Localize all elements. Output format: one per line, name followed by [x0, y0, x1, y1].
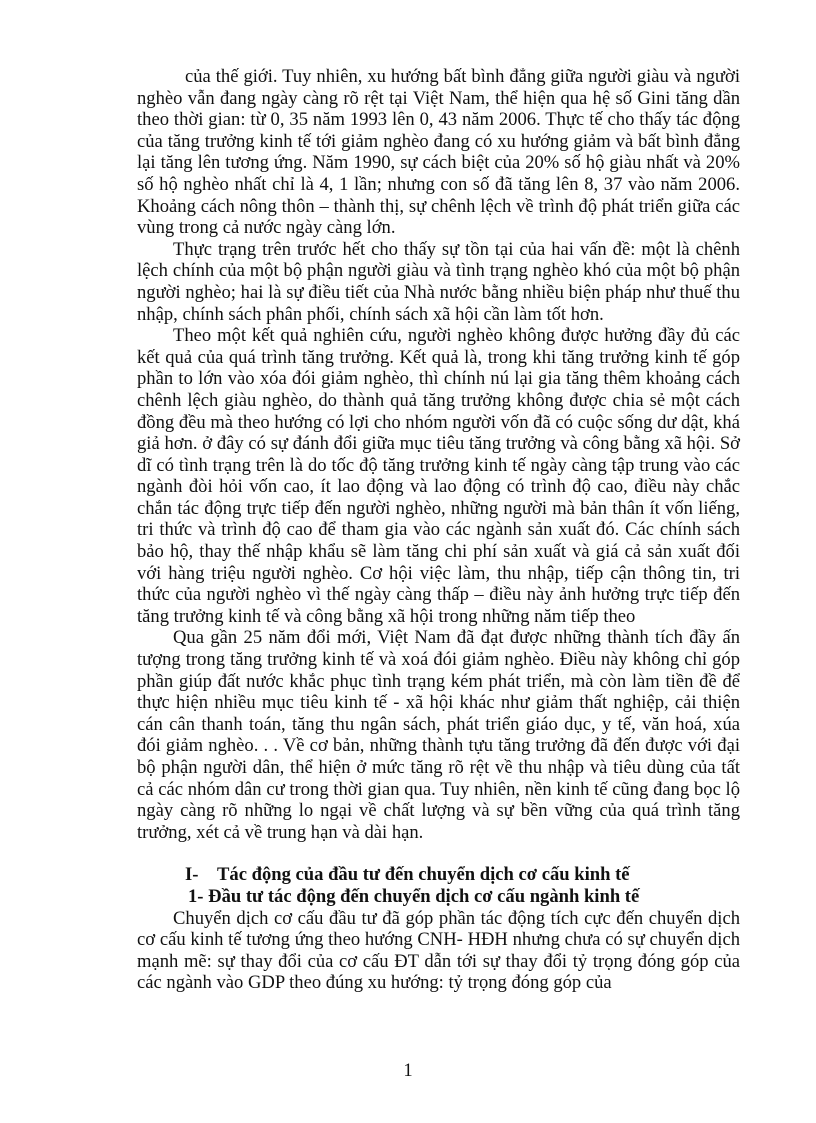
paragraph-research-result: Theo một kết quả nghiên cứu, người nghèo không được hưởng đầy đủ các kết quả của quá trình tăng trưởng. Kết quả là, trong khi tăng trưởng kinh tế góp phần to lớn vào xóa đói giảm nghèo, thì chính nú lại gia tăng thêm khoảng cách chênh lệch giàu nghèo, do thành quả tăng trưởng không được chia sẻ một cách đồng đều mà theo hướng có lợi cho nhóm người vốn đã có cuộc sống dư dật, khá giả hơn. ở đây có sự đánh đổi giữa mục tiêu tăng trưởng và công bằng xã hội. Sở dĩ có tình trạng trên là do tốc độ tăng trưởng kinh tế ngày càng tập trung vào các ngành đòi hỏi vốn cao, ít lao động và lao động có trình độ cao, điều này chắc chắn tác động trực tiếp đến người nghèo, những người mà bản thân ít vốn liếng, tri thức và trình độ cao để tham gia vào các ngành sản xuất đó. Các chính sách bảo hộ, thay thế nhập khẩu sẽ làm tăng chi phí sản xuất và giá cả sản xuất đối với hàng triệu người nghèo. Cơ hội việc làm, thu nhập, tiếp cận thông tin, tri thức của người nghèo vì thế ngày càng thấp – điều này ảnh hưởng trực tiếp đến tăng trưởng kinh tế và công bằng xã hội trong những năm tiếp theo [137, 325, 740, 627]
paragraph-current-situation: Thực trạng trên trước hết cho thấy sự tồn tại của hai vấn đề: một là chênh lệch chính của một bộ phận người giàu và tình trạng nghèo khó của một bộ phận người nghèo; hai là sự điều tiết của Nhà nước bằng nhiều biện pháp như thuế thu nhập, chính sách phân phối, chính sách xã hội cần làm tốt hơn. [137, 238, 740, 325]
document-body [137, 66, 740, 994]
section-number: I- [185, 864, 199, 886]
paragraph-investment-structure: Chuyển dịch cơ cấu đầu tư đã góp phần tác động tích cực đến chuyển dịch cơ cấu kinh tế tương ứng theo hướng CNH- HĐH nhưng chưa có sự chuyển dịch mạnh mẽ: sự thay đổi của cơ cấu ĐT dẫn tới sự thay đổi tỷ trọng đóng góp của các ngành vào GDP theo đúng xu hướng: tỷ trọng đóng góp của [137, 907, 740, 994]
section-title: Tác động của đầu tư đến chuyển dịch cơ cấu kinh tế [217, 864, 630, 886]
section-spacer [137, 843, 740, 864]
section-heading [137, 864, 740, 886]
paragraph-gini-inequality: của thế giới. Tuy nhiên, xu hướng bất bình đẳng giữa người giàu và người nghèo vẫn đang ngày càng rõ rệt tại Việt Nam, thể hiện qua hệ số Gini tăng dần theo thời gian: từ 0, 35 năm 1993 lên 0, 43 năm 2006. Thực tế cho thấy tác động của tăng trưởng kinh tế tới giảm nghèo đang có xu hướng giảm và bất bình đẳng lại tăng lên tương ứng. Năm 1990, sự cách biệt của 20% số hộ giàu nhất và 20% số hộ nghèo nhất chỉ là 4, 1 lần; nhưng con số đã tăng lên 8, 37 vào năm 2006. Khoảng cách nông thôn – thành thị, sự chênh lệch về trình độ phát triển giữa các vùng trong cả nước ngày càng lớn. [137, 66, 740, 239]
page-number: 1 [403, 1060, 413, 1081]
subsection-heading: 1- Đầu tư tác động đến chuyển dịch cơ cấu ngành kinh tế [188, 885, 640, 907]
paragraph-25-years-renovation: Qua gần 25 năm đổi mới, Việt Nam đã đạt được những thành tích đầy ấn tượng trong tăng trưởng kinh tế và xoá đói giảm nghèo. Điều này không chỉ góp phần giúp đất nước khắc phục tình trạng kém phát triển, mà còn làm tiền đề để thực hiện nhiều mục tiêu kinh tế - xã hội khác như giảm thất nghiệp, cải thiện cán cân thanh toán, tăng thu ngân sách, phát triển giáo dục, y tế, văn hoá, xúa đói giảm nghèo. . . Về cơ bản, những thành tựu tăng trưởng đã đến được với đại bộ phận người dân, thể hiện ở mức tăng rõ rệt về thu nhập và tiêu dùng của tất cả các nhóm dân cư trong thời gian qua. Tuy nhiên, nền kinh tế cũng đang bọc lộ ngày càng rõ những lo ngại về chất lượng và sự bền vững của quá trình tăng trưởng, xét cả về trung hạn và dài hạn. [137, 627, 740, 843]
